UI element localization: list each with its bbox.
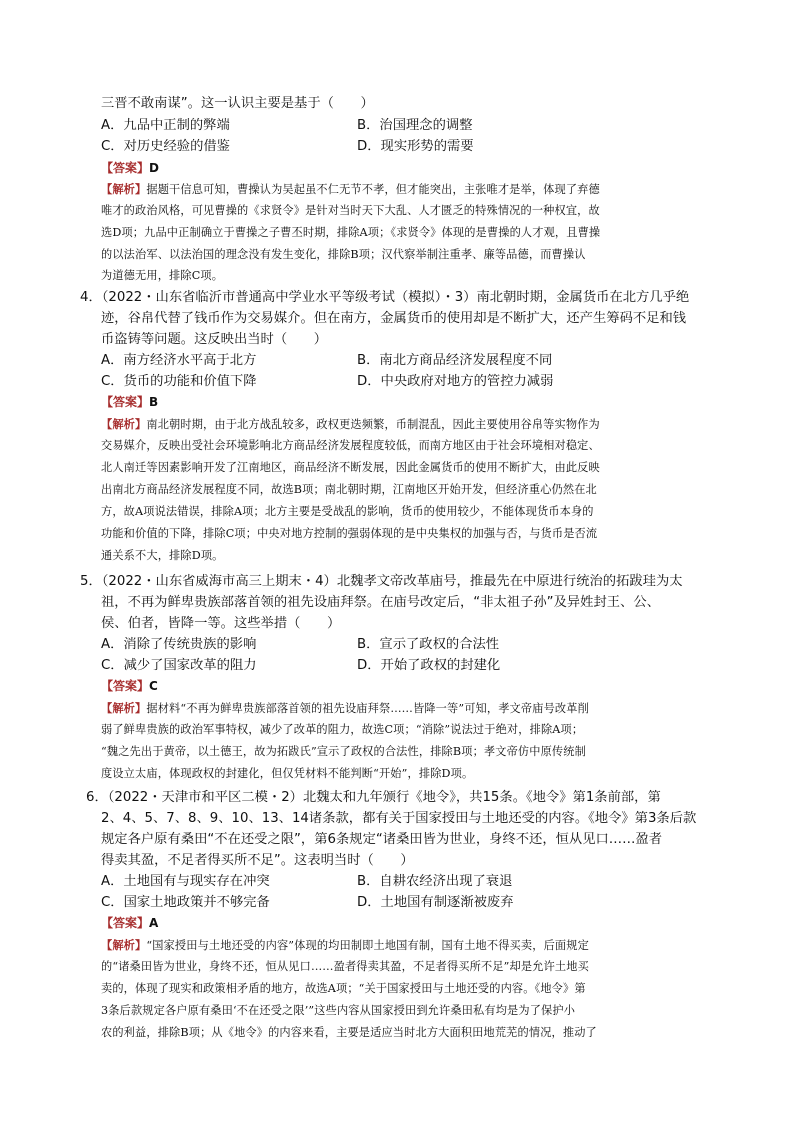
answer-tag: 【答案】 <box>101 916 150 930</box>
q3-explain-line-2: 唯才的政治风格，可见曹操的《求贤令》是针对当时天下大乱、人才匮乏的特殊情况的一种权宜，故 <box>101 204 600 217</box>
q4-explain-line-1: 【解析】南北朝时期，由于北方战乱较多，政权更迭频繁，币制混乱，因此主要使用谷帛等实物作为 <box>101 417 600 431</box>
q3-explain-line-5: 为道德无用，排除C项。 <box>101 269 224 282</box>
q5-stem-line-3: 侯、伯者，皆降一等。这些举措（ ） <box>101 616 341 631</box>
q6-option-c: C．国家土地政策并不够完备 <box>101 895 270 910</box>
explain-tag: 【解析】 <box>101 701 147 715</box>
q3-option-d: D．现实形势的需要 <box>357 139 474 154</box>
q4-explain-line-6: 功能和价值的下降，排除C项；中央对地方控制的强弱体现的是中央集权的加强与否，与货币是否流 <box>101 527 598 540</box>
q6-explain-line-5: 农的利益，排除B项；从《地令》的内容来看，主要是适应当时北方大面积田地荒芜的情况，推动了 <box>101 1026 597 1039</box>
q5-option-a: A．消除了传统贵族的影响 <box>101 637 257 652</box>
q5-answer <box>101 679 158 694</box>
q6-explain-line-4: 3条后款规定各户原有桑田‘不在还受之限’”这些内容从国家授田到允许桑田私有均是为了保护小 <box>101 1004 576 1017</box>
q4-answer <box>101 395 158 410</box>
q6-answer-value: A <box>149 916 159 930</box>
answer-tag: 【答案】 <box>101 395 150 409</box>
q4-option-a: A．南方经济水平高于北方 <box>101 353 257 368</box>
q3-answer <box>101 161 159 176</box>
q4-stem-line-3: 币盗铸等问题。这反映出当时（ ） <box>101 332 328 347</box>
q4-stem-line-1: 4．（2022・山东省临沂市普通高中学业水平等级考试（模拟）・3）南北朝时期，金属货币在北方几乎绝 <box>80 290 690 305</box>
answer-tag: 【答案】 <box>101 679 150 693</box>
q3-option-c: C．对历史经验的借鉴 <box>101 139 230 154</box>
q4-explain-line-4: 出南北方商品经济发展程度不同，故选B项；南北朝时期，江南地区开始开发，但经济重心仍然在北 <box>101 483 597 496</box>
q3-stem-tail: 三晋不敢南谋”。这一认识主要是基于（ ） <box>101 96 374 111</box>
q6-explain-line-3: 卖的，体现了现实和政策相矛盾的地方，故选A项；“关于国家授田与土地还受的内容。《地令》第 <box>101 982 586 995</box>
q4-option-b: B．南北方商品经济发展程度不同 <box>357 353 553 368</box>
q5-explain-line-2: 弱了鲜卑贵族的政治军事特权，减少了改革的阻力，故选C项；“消除”说法过于绝对，排除A项； <box>101 723 584 736</box>
q5-stem-line-2: 祖，不再为鲜卑贵族部落首领的祖先设庙拜祭。在庙号改定后，“非太祖子孙”及异姓封王、公、 <box>101 595 660 610</box>
explain-tag: 【解析】 <box>101 417 147 431</box>
answer-tag: 【答案】 <box>101 161 150 175</box>
q6-option-d: D．土地国有制逐渐被废弃 <box>357 895 514 910</box>
q4-option-c: C．货币的功能和价值下降 <box>101 374 257 389</box>
q6-stem-line-3: 规定各户原有桑田“不在还受之限”，第6条规定“诸桑田皆为世业，身终不还，恒从见口……盈者 <box>101 832 662 847</box>
q3-option-b: B．治国理念的调整 <box>357 118 473 133</box>
q6-option-b: B．自耕农经济出现了衰退 <box>357 874 513 889</box>
q4-explain-line-2: 交易媒介，反映出受社会环境影响北方商品经济发展程度较低，而南方地区由于社会环境相对稳定、 <box>101 439 600 452</box>
q3-explain-line-4: 的以法治军、以法治国的理念没有发生变化，排除B项；汉代察举制注重孝、廉等品德，而曹操认 <box>101 248 586 261</box>
explain-tag: 【解析】 <box>101 938 147 952</box>
q5-option-c: C．减少了国家改革的阻力 <box>101 658 257 673</box>
q6-explain-line-2: 的“诸桑田皆为世业，身终不还，恒从见口……盈者得卖其盈，不足者得买所不足”却是允许土地买 <box>101 960 589 973</box>
q6-option-a: A．土地国有与现实存在冲突 <box>101 874 270 889</box>
q6-stem-line-4: 得卖其盈，不足者得买所不足”。这表明当时（ ） <box>101 853 414 868</box>
q5-stem-line-1: 5．（2022・山东省威海市高三上期末・4）北魏孝文帝改革庙号，推最先在中原进行统治的拓跋珪为太 <box>80 574 683 589</box>
q3-option-a: A．九品中正制的弊端 <box>101 118 230 133</box>
explain-tag: 【解析】 <box>101 182 147 196</box>
q6-stem-line-1: 6．（2022・天津市和平区二模・2）北魏太和九年颁行《地令》，共15条。《地令》第1条前部，第 <box>86 790 661 805</box>
q5-option-b: B．宣示了政权的合法性 <box>357 637 500 652</box>
q6-explain-line-1: 【解析】“国家授田与土地还受的内容”体现的均田制即土地国有制，国有土地不得买卖，后面规定 <box>101 938 589 952</box>
q5-explain-line-4: 度设立太庙，体现政权的封建化，但仅凭材料不能判断“开始”，排除D项。 <box>101 767 474 780</box>
q4-explain-line-7: 通关系不大，排除D项。 <box>101 549 224 562</box>
q6-answer <box>101 916 158 931</box>
q3-answer-value: D <box>149 161 159 175</box>
q5-option-d: D．开始了政权的封建化 <box>357 658 501 673</box>
q4-stem-line-2: 迹，谷帛代替了钱币作为交易媒介。但在南方，金属货币的使用却是不断扩大，还产生筹码不足和钱 <box>101 311 687 326</box>
q5-explain-line-1: 【解析】据材料“不再为鲜卑贵族部落首领的祖先设庙拜祭……皆降一等”可知，孝文帝庙号改革削 <box>101 701 589 715</box>
q4-explain-line-5: 方，故A项说法错误，排除A项；北方主要是受战乱的影响，货币的使用较少，不能体现货币本身的 <box>101 505 594 518</box>
q5-explain-line-3: “魏之先出于黄帝，以土德王，故为拓跋氏”宣示了政权的合法性，排除B项；孝文帝仿中原传统制 <box>101 745 586 758</box>
q5-answer-value: C <box>149 679 158 693</box>
q3-explain-line-1: 【解析】据题干信息可知，曹操认为吴起虽不仁无节不孝，但才能突出，主张唯才是举，体现了弃德 <box>101 182 600 196</box>
q4-explain-line-3: 北人南迁等因素影响开发了江南地区，商品经济不断发展，因此金属货币的使用不断扩大，由此反映 <box>101 461 600 474</box>
q4-option-d: D．中央政府对地方的管控力减弱 <box>357 374 554 389</box>
q6-stem-line-2: 2、4、5、7、8、9、10、13、14诸条款，都有关于国家授田与土地还受的内容。《地令》第3条后款 <box>101 811 697 826</box>
q3-explain-line-3: 选D项；九品中正制确立于曹操之子曹丕时期，排除A项；《求贤令》体现的是曹操的人才观，且曹操 <box>101 226 601 239</box>
q4-answer-value: B <box>149 395 159 409</box>
